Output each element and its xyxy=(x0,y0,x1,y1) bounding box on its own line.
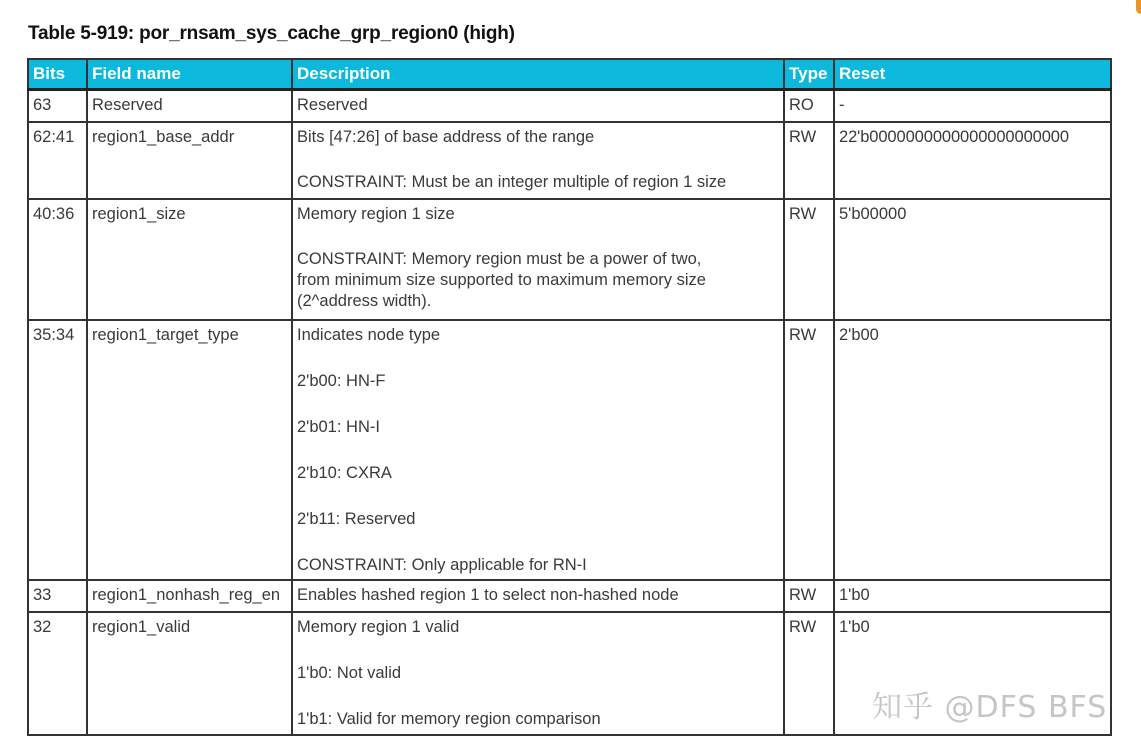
cell-reset: 22'b0000000000000000000000 xyxy=(834,122,1111,199)
description-line: 2'b00: HN-F xyxy=(297,371,386,390)
table-row xyxy=(28,199,1111,320)
description-spacer xyxy=(297,438,779,463)
description-line: Bits [47:26] of base address of the range xyxy=(297,127,595,146)
description-line: CONSTRAINT: Only applicable for RN-I xyxy=(297,555,587,574)
description-line: Memory region 1 size xyxy=(297,204,455,223)
description-line: from minimum size supported to maximum memory size xyxy=(297,270,706,289)
description-line: 1'b1: Valid for memory region comparison xyxy=(297,709,601,728)
cell-field-name: region1_base_addr xyxy=(87,122,292,199)
description-line: Reserved xyxy=(297,96,368,114)
cell-reset: 1'b0 xyxy=(834,612,1111,735)
cell-bits: 62:41 xyxy=(28,122,87,199)
cell-description xyxy=(292,199,784,320)
description-spacer xyxy=(297,225,779,249)
cell-field-name: region1_nonhash_reg_en xyxy=(87,580,292,612)
description-line: Enables hashed region 1 to select non-hashed node xyxy=(297,585,679,604)
description-line: (2^address width). xyxy=(297,291,432,310)
table-title: Table 5-919: por_rnsam_sys_cache_grp_region0 (high) xyxy=(28,23,515,44)
cell-description xyxy=(292,612,784,735)
description-spacer xyxy=(297,392,779,417)
cell-bits: 35:34 xyxy=(28,320,87,580)
cell-field-name: region1_valid xyxy=(87,612,292,735)
column-header-type: Type xyxy=(784,59,834,90)
column-header-reset: Reset xyxy=(834,59,1111,90)
table-row xyxy=(28,90,1111,122)
column-header-field-name: Field name xyxy=(87,59,292,90)
cell-type: RO xyxy=(784,90,834,122)
cell-description xyxy=(292,320,784,580)
column-header-description: Description xyxy=(292,59,784,90)
cell-field-name: Reserved xyxy=(87,90,292,122)
description-line: CONSTRAINT: Must be an integer multiple of region 1 size xyxy=(297,172,727,191)
cell-type: RW xyxy=(784,122,834,199)
description-line: Indicates node type xyxy=(297,325,441,344)
table-header-row xyxy=(28,59,1111,90)
description-spacer xyxy=(297,484,779,509)
cell-reset: 5'b00000 xyxy=(834,199,1111,320)
description-line: 1'b0: Not valid xyxy=(297,663,402,682)
cell-type: RW xyxy=(784,320,834,580)
cell-description xyxy=(292,122,784,199)
cell-type: RW xyxy=(784,580,834,612)
description-line: Memory region 1 valid xyxy=(297,617,460,636)
column-header-bits: Bits xyxy=(28,59,87,90)
register-table xyxy=(27,58,1112,736)
cell-type: RW xyxy=(784,199,834,320)
cell-reset: 2'b00 xyxy=(834,320,1111,580)
cell-reset: 1'b0 xyxy=(834,580,1111,612)
description-spacer xyxy=(297,638,779,663)
cell-reset: - xyxy=(834,90,1111,122)
description-line: 2'b01: HN-I xyxy=(297,417,380,436)
description-spacer xyxy=(297,148,779,172)
watermark: 知乎 @DFS BFS xyxy=(872,690,1108,725)
table-row xyxy=(28,122,1111,199)
cell-description xyxy=(292,90,784,122)
cell-bits: 33 xyxy=(28,580,87,612)
description-line: CONSTRAINT: Memory region must be a power of two, xyxy=(297,249,702,268)
cell-field-name: region1_target_type xyxy=(87,320,292,580)
description-line: 2'b11: Reserved xyxy=(297,509,416,528)
cell-bits: 40:36 xyxy=(28,199,87,320)
description-line: 2'b10: CXRA xyxy=(297,463,392,482)
description-spacer xyxy=(297,530,779,555)
corner-accent xyxy=(1136,0,1141,14)
cell-bits: 63 xyxy=(28,90,87,122)
cell-bits: 32 xyxy=(28,612,87,735)
description-spacer xyxy=(297,684,779,709)
cell-field-name: region1_size xyxy=(87,199,292,320)
table-row xyxy=(28,580,1111,612)
description-spacer xyxy=(297,346,779,371)
cell-description xyxy=(292,580,784,612)
cell-type: RW xyxy=(784,612,834,735)
table-row xyxy=(28,320,1111,580)
